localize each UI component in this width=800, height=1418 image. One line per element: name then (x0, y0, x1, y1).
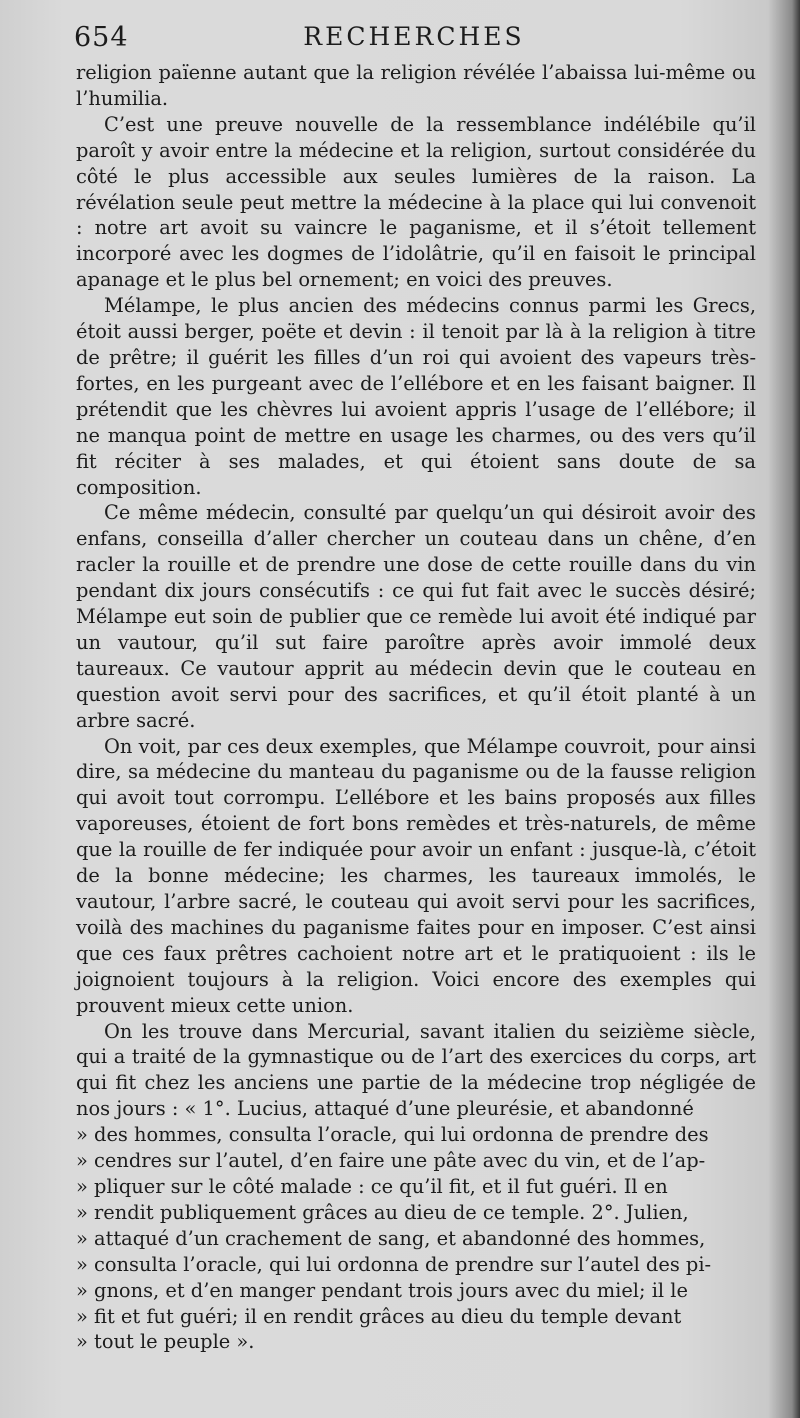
paragraph: Ce même médecin, consulté par quelqu’un qui désiroit avoir des enfans, conseilla d’aller chercher un couteau dans un chêne, d’en racler la rouille et de prendre une dose de cette rouille dans du vin pendant dix jours consécutifs : ce qui fut fait avec le succès désiré; Mélampe eut soin de publier que ce remède lui avoit été indiqué par un vautour, qu’il sut faire paroître après avoir immolé deux taureaux. Ce vautour apprit au médecin devin que le couteau en question avoit servi pour des sacrifices, et qu’il étoit planté à un arbre sacré. (76, 501, 756, 732)
quote-line: » rendit publiquement grâces au dieu de ce temple. 2°. Julien, (76, 1200, 689, 1224)
quote-line: » des hommes, consulta l’oracle, qui lui ordonna de prendre des (76, 1123, 709, 1147)
paragraph: On les trouve dans Mercurial, savant italien du seizième siècle, qui a traité de la gymnastique ou de l’art des exercices du corps, art qui fit chez les anciens une partie de la médecine trop négligée de nos jours : « 1°. Lucius, attaqué d’une pleurésie, et abandonné (76, 1019, 756, 1121)
paragraph: Mélampe, le plus ancien des médecins connus parmi les Grecs, étoit aussi berger, poëte et devin : il tenoit par là à la religion à titre de prêtre; il guérit les filles d’un roi qui avoient des vapeurs très-fortes, en les purgeant avec de l’ellébore et en les faisant baigner. Il prétendit que les chèvres lui avoient appris l’usage de l’ellébore; il ne manqua point de mettre en usage les charmes, ou des vers qu’il fit réciter à ses malades, et qui étoient sans doute de sa composition. (76, 294, 756, 499)
quote-line: » attaqué d’un crachement de sang, et abandonné des hommes, (76, 1226, 706, 1250)
paragraph: religion païenne autant que la religion révélée l’abaissa lui-même ou l’humilia. (76, 61, 756, 110)
quote-line: » pliquer sur le côté malade : ce qu’il fit, et il fut guéri. Il en (76, 1174, 668, 1198)
quote-line: » gnons, et d’en manger pendant trois jours avec du miel; il le (76, 1278, 688, 1302)
body-text (76, 60, 756, 1355)
paragraph: C’est une preuve nouvelle de la ressemblance indélébile qu’il paroît y avoir entre la médecine et la religion, surtout considérée du côté le plus accessible aux seules lumières de la raison. La révélation seule peut mettre la médecine à la place qui lui convenoit : notre art avoit su vaincre le paganisme, et il s’étoit tellement incorporé avec les dogmes de l’idolâtrie, qu’il en faisoit le principal apanage et le plus bel ornement; en voici des preuves. (76, 112, 756, 292)
page-number: 654 (74, 22, 129, 53)
quote-block (76, 1122, 756, 1355)
quote-line: » tout le peuple ». (76, 1330, 255, 1354)
quote-line: » fit et fut guéri; il en rendit grâces au dieu du temple devant (76, 1304, 682, 1328)
quote-line: » consulta l’oracle, qui lui ordonna de prendre sur l’autel des pi- (76, 1252, 712, 1276)
page-header (74, 22, 754, 56)
running-head: RECHERCHES (303, 22, 525, 51)
quote-line: » cendres sur l’autel, d’en faire une pâte avec du vin, et de l’ap- (76, 1149, 706, 1173)
paragraph: On voit, par ces deux exemples, que Mélampe couvroit, pour ainsi dire, sa médecine du manteau du paganisme ou de la fausse religion qui avoit tout corrompu. L’ellébore et les bains proposés aux filles vaporeuses, étoient de fort bons remèdes et très-naturels, de même que la rouille de fer indiquée pour avoir un enfant : jusque-là, c’étoit de la bonne médecine; les charmes, les taureaux immolés, le vautour, l’arbre sacré, le couteau qui avoit servi pour les sacrifices, voilà des machines du paganisme faites pour en imposer. C’est ainsi que ces faux prêtres cachoient notre art et le pratiquoient : ils le joignoient toujours à la religion. Voici encore des exemples qui prouvent mieux cette union. (76, 734, 756, 1017)
